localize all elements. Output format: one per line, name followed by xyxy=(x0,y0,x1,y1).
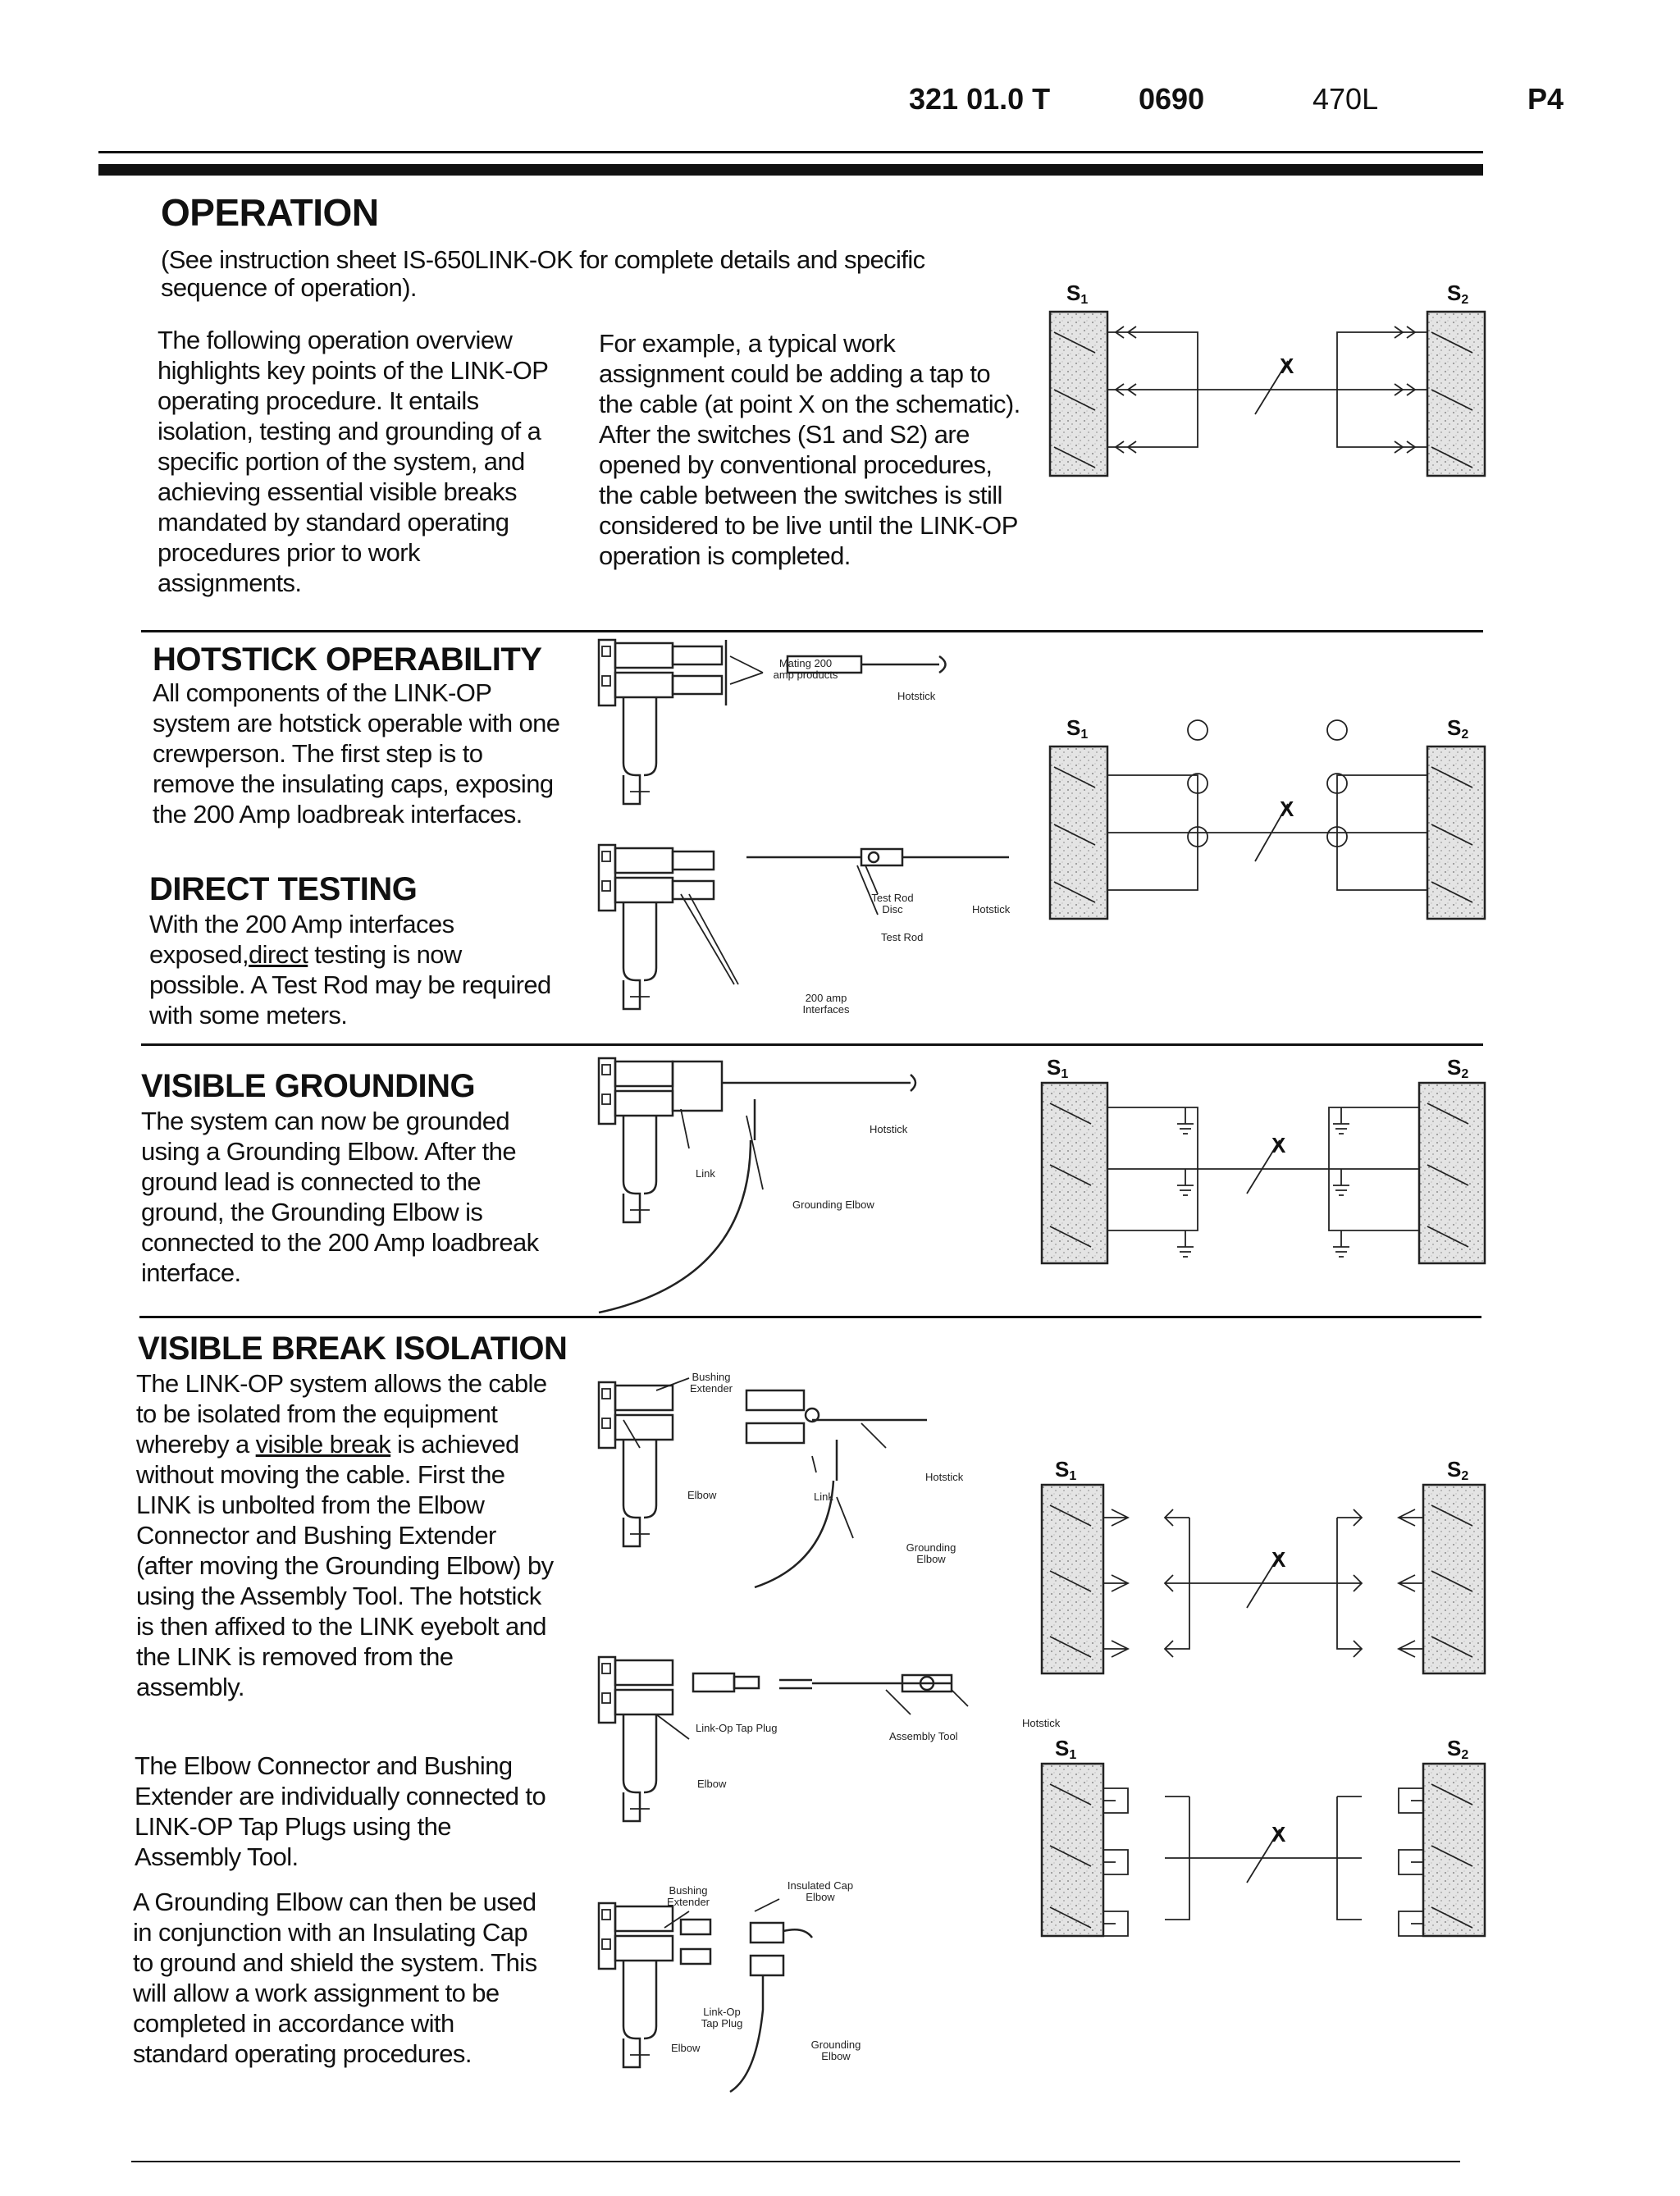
grounding-elbow-label-3: Grounding Elbow xyxy=(810,2038,861,2062)
switch-schematics xyxy=(1034,271,1509,1977)
elbow-label-2: Elbow xyxy=(697,1778,727,1790)
date-code: 0690 xyxy=(1139,82,1205,116)
svg-text:S1: S1 xyxy=(1047,1055,1069,1081)
elbow-label-3: Elbow xyxy=(671,2042,701,2054)
hotstick-title: HOTSTICK OPERABILITY xyxy=(153,641,542,678)
assembly-tool-label: Assembly Tool xyxy=(889,1730,958,1742)
direct-testing-title: DIRECT TESTING xyxy=(149,871,418,907)
svg-text:S1: S1 xyxy=(1066,281,1089,307)
svg-text:X: X xyxy=(1280,354,1294,378)
operation-subtitle: (See instruction sheet IS-650LINK-OK for complete details and specific sequence of operation). xyxy=(161,245,925,302)
visible-grounding-text: The system can now be grounded using a Grounding Elbow. After the ground lead is connected to the ground, the Grounding Elbow is connected to the 200 Amp loadbreak interface. xyxy=(141,1107,539,1287)
visible-break-title: VISIBLE BREAK ISOLATION xyxy=(138,1331,568,1367)
svg-text:S2: S2 xyxy=(1447,1736,1469,1762)
svg-text:S2: S2 xyxy=(1447,715,1469,742)
bushing-extender-label-2: Bushing Extender xyxy=(666,1884,710,1908)
svg-text:S2: S2 xyxy=(1447,1457,1469,1483)
header-rule-thick xyxy=(98,164,1483,176)
link-label-2: Link xyxy=(814,1491,833,1503)
visible-break-underlined: visible break xyxy=(255,1430,391,1459)
page-number: P4 xyxy=(1527,82,1564,116)
visible-break-para1: The LINK-OP system allows the cable to be isolated from the equipment whereby a visible break is achieved without moving the cable. First the LINK is unbolted from the Elbow Connector and Bushing Extender (after moving the Grounding Elbow) by using the Assembly Tool. The hotstick is then affixed to the LINK eyebolt and the LINK is removed from the assembly. xyxy=(136,1369,554,1701)
unbolted-link-drawing xyxy=(599,1378,927,1587)
operation-example-text: For example, a typical work assignment could be adding a tap to the cable (at point X on the schematic). After the switches (S1 and S2) are opened by conventional procedures, the cable between the switches is still considered to be live until the LINK-OP operation is completed. xyxy=(599,329,1020,570)
test-rod-label: Test Rod xyxy=(881,931,924,943)
schematic-isolated xyxy=(1042,1457,1485,1673)
schematic-testing xyxy=(1050,715,1485,919)
insulated-cap-drawing xyxy=(599,1899,812,2092)
visible-break-para2: The Elbow Connector and Bushing Extender are individually connected to LINK-OP Tap Plugs using the Assembly Tool. xyxy=(135,1751,546,1871)
mating-label: Mating 200 amp products xyxy=(773,657,838,681)
test-rod-drawing xyxy=(599,845,1009,1009)
svg-text:S1: S1 xyxy=(1055,1457,1077,1483)
svg-text:S1: S1 xyxy=(1066,715,1089,742)
doc-number: 321 01.0 T xyxy=(909,82,1051,116)
visible-break-para3: A Grounding Elbow can then be used in conjunction with an Insulating Cap to ground and shield the system. This will allow a work assignment to be completed in accordance with standard operating procedures. xyxy=(133,1888,537,2068)
schematic-basic xyxy=(1050,281,1485,476)
hotstick-label-1: Hotstick xyxy=(897,690,936,702)
grounding-elbow-drawing xyxy=(599,1058,915,1313)
svg-text:X: X xyxy=(1271,1822,1286,1847)
grounding-elbow-label-2: Grounding Elbow xyxy=(906,1541,956,1565)
svg-text:X: X xyxy=(1271,1547,1286,1572)
tap-plug-label-2: Link-Op Tap Plug xyxy=(701,2006,743,2029)
svg-text:S2: S2 xyxy=(1447,281,1469,307)
hotstick-label-4: Hotstick xyxy=(925,1471,964,1483)
header-rule-thin xyxy=(98,151,1483,153)
operation-overview-text: The following operation overview highlights key points of the LINK-OP operating procedure. It entails isolation, testing and grounding of a specific portion of the system, and achieving essential visible breaks mandated by standard operating procedures prior to work assignments. xyxy=(158,326,548,597)
grounding-elbow-label-1: Grounding Elbow xyxy=(792,1198,874,1211)
schematic-capped xyxy=(1042,1736,1485,1936)
svg-text:X: X xyxy=(1271,1133,1286,1157)
svg-text:X: X xyxy=(1280,797,1294,821)
hotstick-label-3: Hotstick xyxy=(870,1123,908,1135)
insulated-cap-elbow-label: Insulated Cap Elbow xyxy=(787,1879,854,1903)
svg-text:S2: S2 xyxy=(1447,1055,1469,1081)
direct-testing-text: With the 200 Amp interfaces exposed,direct testing is now possible. A Test Rod may be required with some meters. xyxy=(149,910,551,1030)
link-label-1: Link xyxy=(696,1167,715,1180)
hotstick-label-2: Hotstick xyxy=(972,903,1011,915)
model-number: 470L xyxy=(1312,82,1379,116)
operation-title: OPERATION xyxy=(161,191,379,234)
hotstick-text: All components of the LINK-OP system are hotstick operable with one crewperson. The first step is to remove the insulating caps, exposing the 200 Amp loadbreak interfaces. xyxy=(153,678,560,829)
direct-underlined: direct xyxy=(249,940,308,969)
elbow-label-1: Elbow xyxy=(687,1489,717,1501)
interfaces-label: 200 amp Interfaces xyxy=(802,992,850,1016)
schematic-grounding xyxy=(1042,1055,1485,1263)
equipment-illustrations xyxy=(566,632,1025,2190)
bushing-extender-label-1: Bushing Extender xyxy=(689,1371,733,1395)
test-rod-disc-label: Test Rod Disc xyxy=(871,892,914,915)
tap-plug-label-1: Link-Op Tap Plug xyxy=(696,1722,778,1734)
visible-grounding-title: VISIBLE GROUNDING xyxy=(141,1068,476,1104)
svg-text:S1: S1 xyxy=(1055,1736,1077,1762)
hotstick-label-5: Hotstick xyxy=(1022,1717,1061,1729)
